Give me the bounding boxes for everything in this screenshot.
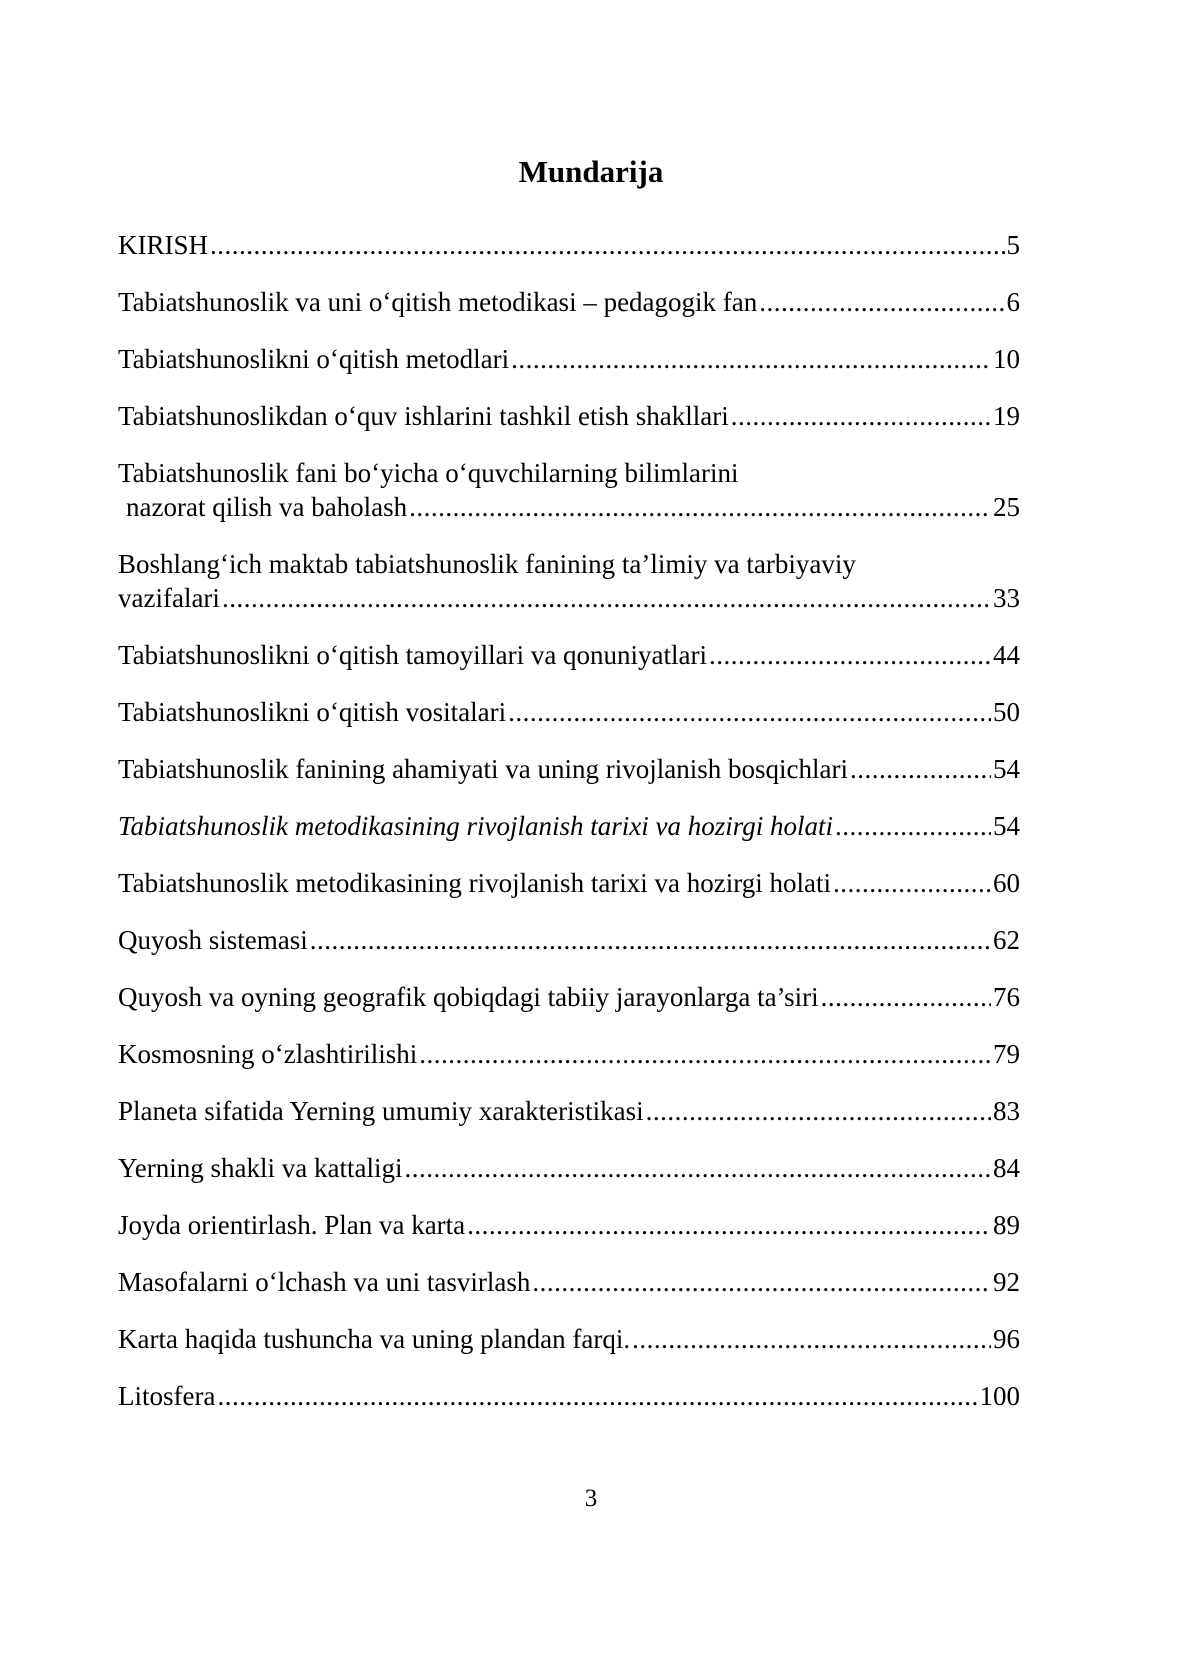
- toc-entry-page: 44: [993, 640, 1020, 670]
- toc-entry-title-line1: Tabiatshunoslik fani bo‘yicha o‘quvchilarning bilimlarini: [118, 458, 739, 488]
- toc-entry: [118, 1151, 1020, 1185]
- toc-entry-page: 5: [1006, 230, 1020, 260]
- toc-entry-page: 33: [993, 583, 1020, 613]
- toc-dot-leader: [222, 581, 991, 615]
- toc-entry: [118, 1094, 1020, 1128]
- toc-entry: [118, 342, 1020, 376]
- toc-dot-leader: [409, 490, 991, 524]
- toc-entry: [118, 866, 1020, 900]
- page-title: Mundarija: [518, 154, 664, 189]
- toc-dot-leader: [835, 809, 991, 843]
- toc-entry-title: Litosfera: [118, 1381, 216, 1411]
- toc-entry-page: 54: [993, 754, 1020, 784]
- toc-dot-leader: [467, 1208, 991, 1242]
- toc-dot-leader: [632, 1322, 991, 1356]
- toc-dot-leader: [646, 1094, 991, 1128]
- toc-entry-page: 83: [993, 1096, 1020, 1126]
- toc-entry: [118, 1322, 1020, 1356]
- toc-dot-leader: [833, 866, 991, 900]
- toc-entry-title: Karta haqida tushuncha va uning plandan farqi.: [118, 1324, 631, 1354]
- toc-dot-leader: [404, 1151, 991, 1185]
- toc-dot-leader: [508, 695, 991, 729]
- toc-entry-title: Planeta sifatida Yerning umumiy xarakteristikasi: [118, 1096, 644, 1126]
- toc-entry: [118, 547, 1020, 615]
- toc-entry-page: 100: [979, 1381, 1020, 1411]
- toc-entry-title: nazorat qilish va baholash: [126, 492, 408, 522]
- toc-entry-page: 76: [993, 982, 1020, 1012]
- toc-entry: [118, 695, 1020, 729]
- toc-dot-leader: [731, 399, 991, 433]
- toc-entry-page: 19: [993, 401, 1020, 431]
- toc-entry: [118, 1037, 1020, 1071]
- toc-entry-page: 96: [993, 1324, 1020, 1354]
- toc-entry-title: Kosmosning o‘zlashtirilishi: [118, 1039, 418, 1069]
- toc-entry-title: Tabiatshunoslik va uni o‘qitish metodikasi – pedagogik fan: [118, 287, 758, 317]
- toc-entry-title: vazifalari: [118, 583, 220, 613]
- toc-entry: [118, 638, 1020, 672]
- toc-dot-leader: [532, 1265, 991, 1299]
- toc-entry-page: 25: [993, 492, 1020, 522]
- toc-entry-page: 6: [1006, 287, 1020, 317]
- toc-dot-leader: [310, 923, 991, 957]
- table-of-contents: [118, 228, 1020, 1436]
- toc-entry-page: 92: [993, 1267, 1020, 1297]
- toc-entry: [118, 456, 1020, 524]
- toc-entry-page: 89: [993, 1210, 1020, 1240]
- toc-entry-title: Yerning shakli va kattaligi: [118, 1153, 403, 1183]
- toc-entry-title: KIRISH: [118, 230, 209, 260]
- toc-entry: [118, 923, 1020, 957]
- toc-entry-title: Quyosh sistemasi: [118, 925, 308, 955]
- toc-dot-leader: [759, 285, 1004, 319]
- toc-entry-title: Masofalarni o‘lchash va uni tasvirlash: [118, 1267, 531, 1297]
- toc-entry-page: 50: [993, 697, 1020, 727]
- toc-entry-page: 10: [993, 344, 1020, 374]
- toc-dot-leader: [419, 1037, 991, 1071]
- toc-entry-page: 79: [993, 1039, 1020, 1069]
- toc-entry: [118, 752, 1020, 786]
- toc-entry-title-line1: Boshlang‘ich maktab tabiatshunoslik fanining ta’limiy va tarbiyaviy: [118, 549, 856, 579]
- toc-dot-leader: [709, 638, 991, 672]
- toc-entry-title: Tabiatshunoslikni o‘qitish vositalari: [118, 697, 507, 727]
- toc-entry-title: Tabiatshunoslik metodikasining rivojlanish tarixi va hozirgi holati: [118, 868, 832, 898]
- toc-entry-title: Joyda orientirlash. Plan va karta: [118, 1210, 466, 1240]
- toc-entry: [118, 399, 1020, 433]
- toc-entry-title: Tabiatshunoslikni o‘qitish tamoyillari va qonuniyatlari: [118, 640, 708, 670]
- toc-entry-page: 60: [993, 868, 1020, 898]
- toc-entry-title: Tabiatshunoslikni o‘qitish metodlari: [118, 344, 510, 374]
- toc-dot-leader: [850, 752, 991, 786]
- toc-entry-page: 62: [993, 925, 1020, 955]
- toc-entry-title: Tabiatshunoslik metodikasining rivojlanish tarixi va hozirgi holati: [118, 811, 834, 841]
- toc-entry: [118, 1379, 1020, 1413]
- toc-dot-leader: [217, 1379, 977, 1413]
- toc-entry-title: Tabiatshunoslikdan o‘quv ishlarini tashkil etish shakllari: [118, 401, 729, 431]
- toc-entry: [118, 1208, 1020, 1242]
- toc-entry-title: Quyosh va oyning geografik qobiqdagi tabiiy jarayonlarga ta’siri: [118, 982, 819, 1012]
- toc-entry-page: 84: [993, 1153, 1020, 1183]
- toc-entry-page: 54: [993, 811, 1020, 841]
- toc-entry-title: Tabiatshunoslik fanining ahamiyati va uning rivojlanish bosqichlari: [118, 754, 848, 784]
- toc-dot-leader: [210, 228, 1004, 262]
- toc-entry: [118, 285, 1020, 319]
- toc-entry: [118, 1265, 1020, 1299]
- toc-entry: [118, 228, 1020, 262]
- toc-entry: [118, 809, 1020, 843]
- toc-entry: [118, 980, 1020, 1014]
- toc-dot-leader: [821, 980, 991, 1014]
- page-number: 3: [584, 1485, 598, 1512]
- toc-dot-leader: [511, 342, 991, 376]
